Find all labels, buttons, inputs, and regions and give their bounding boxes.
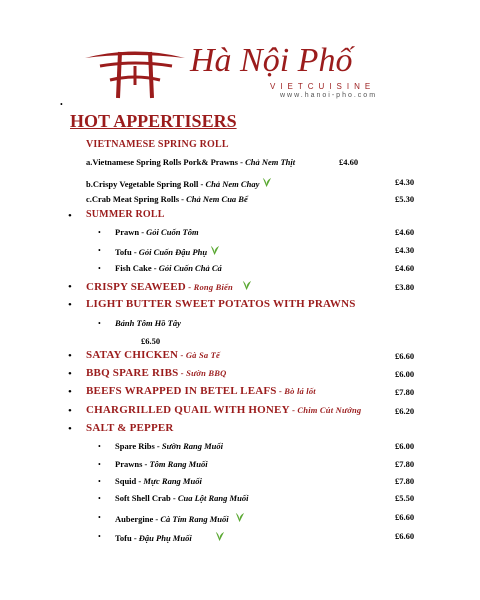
menu-item: Aubergine - Cà Tím Rang Muối [115, 512, 245, 524]
item-price: £6.00 [395, 441, 415, 451]
bullet: • [98, 494, 101, 503]
menu-item: Fish Cake - Gỏi Cuốn Chả Cá [115, 263, 222, 273]
item-price: £7.80 [395, 476, 415, 486]
spring-roll-heading: VIETNAMESE SPRING ROLL [86, 139, 229, 150]
menu-item: b.Crispy Vegetable Spring Roll - Chả Nem Chay [86, 177, 272, 189]
menu-item: Squid - Mực Rang Muối [115, 476, 202, 486]
bullet: • [98, 319, 101, 328]
item-price: £6.60 [395, 512, 415, 522]
item-price: £6.00 [395, 369, 415, 379]
menu-item: LIGHT BUTTER SWEET POTATOS WITH PRAWNS [86, 298, 356, 310]
item-price: £4.60 [395, 227, 415, 237]
menu-item: CHARGRILLED QUAIL WITH HONEY - Chim Cút Nướng [86, 404, 362, 416]
bullet: • [68, 299, 72, 311]
menu-item: Tofu - Gỏi Cuốn Đậu Phụ [115, 245, 220, 257]
logo-url: www.hanoi-pho.com [280, 92, 378, 99]
item-price: £4.60 [395, 263, 415, 273]
bullet: • [98, 228, 101, 237]
salt-pepper-heading: SALT & PEPPER [86, 422, 174, 434]
item-price: £4.30 [395, 177, 415, 187]
item-price: £6.50 [141, 336, 161, 346]
item-price: £6.20 [395, 406, 415, 416]
menu-item: c.Crab Meat Spring Rolls - Chả Nem Cua Bể [86, 194, 248, 204]
bullet: • [68, 405, 72, 417]
menu-item: Tofu - Đậu Phụ Muối [115, 531, 225, 543]
menu-item: Spare Ribs - Sườn Rang Muối [115, 441, 223, 451]
menu-item: Prawn - Gỏi Cuốn Tôm [115, 227, 199, 237]
bullet: • [68, 386, 72, 398]
bullet: • [98, 442, 101, 451]
vegetarian-leaf-icon [209, 245, 220, 256]
menu-item: a.Vietnamese Spring Rolls Pork& Prawns - Chả Nem Thịt [86, 157, 296, 167]
page-title: HOT APPERTISERS [70, 111, 237, 131]
bullet: • [98, 460, 101, 469]
logo-subtitle: VIETCUISINE [270, 82, 376, 91]
item-price: £7.80 [395, 387, 415, 397]
menu-item: CRISPY SEAWEED - Rong Biển [86, 280, 252, 293]
vegetarian-leaf-icon [234, 512, 245, 523]
item-price: £5.50 [395, 493, 415, 503]
summer-roll-heading: SUMMER ROLL [86, 209, 165, 220]
item-price: £4.30 [395, 245, 415, 255]
menu-item: Soft Shell Crab - Cua Lột Rang Muối [115, 493, 249, 503]
bullet: • [68, 350, 72, 362]
bullet: • [98, 477, 101, 486]
logo-text: Hà Nội Phố [190, 42, 353, 79]
menu-item-vietnamese: Bánh Tôm Hồ Tây [115, 318, 181, 328]
bullet: • [68, 368, 72, 380]
menu-item: BBQ SPARE RIBS - Sườn BBQ [86, 367, 227, 379]
item-price: £5.30 [395, 194, 415, 204]
menu-item: Prawns - Tôm Rang Muối [115, 459, 208, 469]
menu-item: SATAY CHICKEN - Gà Sa Tế [86, 349, 221, 361]
bullet: • [98, 513, 101, 522]
bullet: • [68, 210, 72, 222]
logo [80, 40, 410, 100]
item-price: £3.80 [395, 282, 415, 292]
vegetarian-leaf-icon [214, 531, 225, 542]
item-price: £4.60 [339, 157, 359, 167]
bullet: • [68, 423, 72, 435]
vegetarian-leaf-icon [241, 280, 252, 291]
item-price: £6.60 [395, 531, 415, 541]
bullet: • [60, 100, 63, 109]
bullet: • [68, 281, 72, 293]
bullet: • [98, 246, 101, 255]
item-price: £7.80 [395, 459, 415, 469]
bullet: • [98, 264, 101, 273]
menu-item: BEEFS WRAPPED IN BETEL LEAFS - Bò lá lốt [86, 385, 316, 397]
bullet: • [98, 532, 101, 541]
vegetarian-leaf-icon [261, 177, 272, 188]
item-price: £6.60 [395, 351, 415, 361]
pho-gate-logo-icon [80, 40, 190, 100]
